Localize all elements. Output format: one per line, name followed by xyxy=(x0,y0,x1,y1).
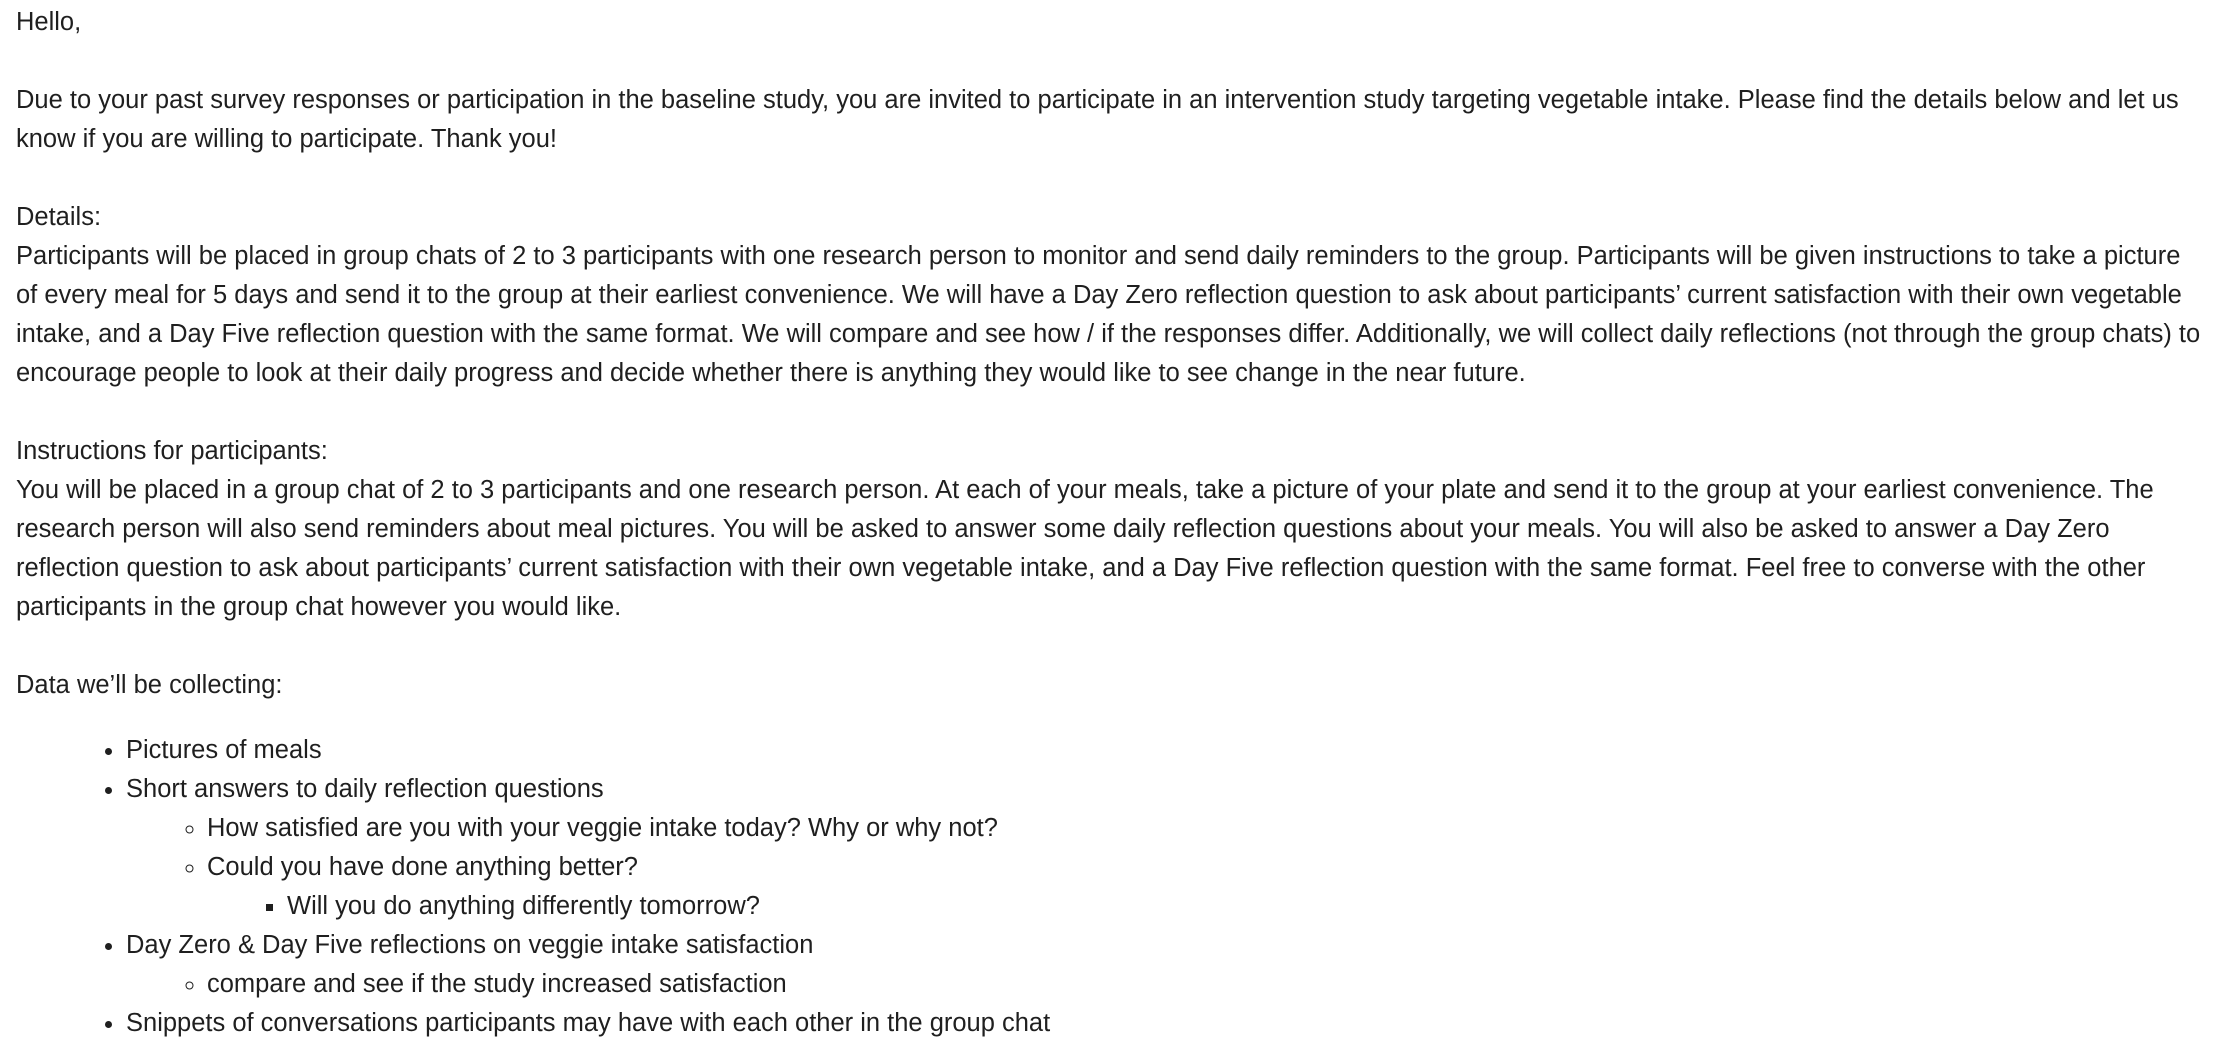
list-item-text: Pictures of meals xyxy=(126,736,322,764)
sub-list-item xyxy=(207,848,2202,926)
data-collection-heading: Data we’ll be collecting: xyxy=(16,671,283,699)
list-item xyxy=(126,770,2202,926)
greeting-text: Hello, xyxy=(16,8,82,36)
details-heading: Details: xyxy=(16,203,102,231)
list-item xyxy=(126,731,2202,770)
paragraph-spacer xyxy=(16,159,2202,198)
sub-list xyxy=(126,965,2202,1004)
paragraph-spacer xyxy=(16,627,2202,666)
sub-sub-list-item-text: Will you do anything differently tomorrow? xyxy=(287,892,760,920)
sub-list-item xyxy=(207,965,2202,1004)
paragraph-spacer xyxy=(16,42,2202,81)
list-item-text: Day Zero & Day Five reflections on veggie intake satisfaction xyxy=(126,931,814,959)
details-paragraph: Participants will be placed in group chats of 2 to 3 participants with one research person to monitor and send daily reminders to the group. Participants will be given instructions to take a picture of every meal for 5 days and send it to the group at their earliest convenience. We will have a Day Zero reflection question to ask about participants’ current satisfaction with their own vegetable intake, and a Day Five reflection question with the same format. We will compare and see how / if the responses differ. Additionally, we will collect daily reflections (not through the group chats) to encourage people to look at their daily progress and decide whether there is anything they would like to see change in the near future. xyxy=(16,242,2201,387)
sub-list-item-text: How satisfied are you with your veggie intake today? Why or why not? xyxy=(207,814,998,842)
list-spacer xyxy=(16,705,2202,731)
list-item-text: Short answers to daily reflection questions xyxy=(126,775,604,803)
intro-paragraph: Due to your past survey responses or participation in the baseline study, you are invited to participate in an intervention study targeting vegetable intake. Please find the details below and let us know if you are willing to participate. Thank you! xyxy=(16,86,2179,153)
paragraph-spacer xyxy=(16,393,2202,432)
sub-list-item xyxy=(207,809,2202,848)
data-collection-list xyxy=(16,731,2202,1043)
instructions-heading: Instructions for participants: xyxy=(16,437,328,465)
sub-list-item-text: Could you have done anything better? xyxy=(207,853,638,881)
list-item xyxy=(126,1004,2202,1043)
sub-sub-list xyxy=(207,887,2202,926)
list-item-text: Snippets of conversations participants may have with each other in the group chat xyxy=(126,1009,1051,1037)
sub-sub-list-item xyxy=(287,887,2202,926)
list-item xyxy=(126,926,2202,1004)
sub-list-item-text: compare and see if the study increased satisfaction xyxy=(207,970,787,998)
instructions-paragraph: You will be placed in a group chat of 2 to 3 participants and one research person. At each of your meals, take a picture of your plate and send it to the group at your earliest convenience. The research person will also send reminders about meal pictures. You will be asked to answer some daily reflection questions about your meals. You will also be asked to answer a Day Zero reflection question to ask about participants’ current satisfaction with their own vegetable intake, and a Day Five reflection question with the same format. Feel free to converse with the other participants in the group chat however you would like. xyxy=(16,476,2154,621)
sub-list xyxy=(126,809,2202,926)
